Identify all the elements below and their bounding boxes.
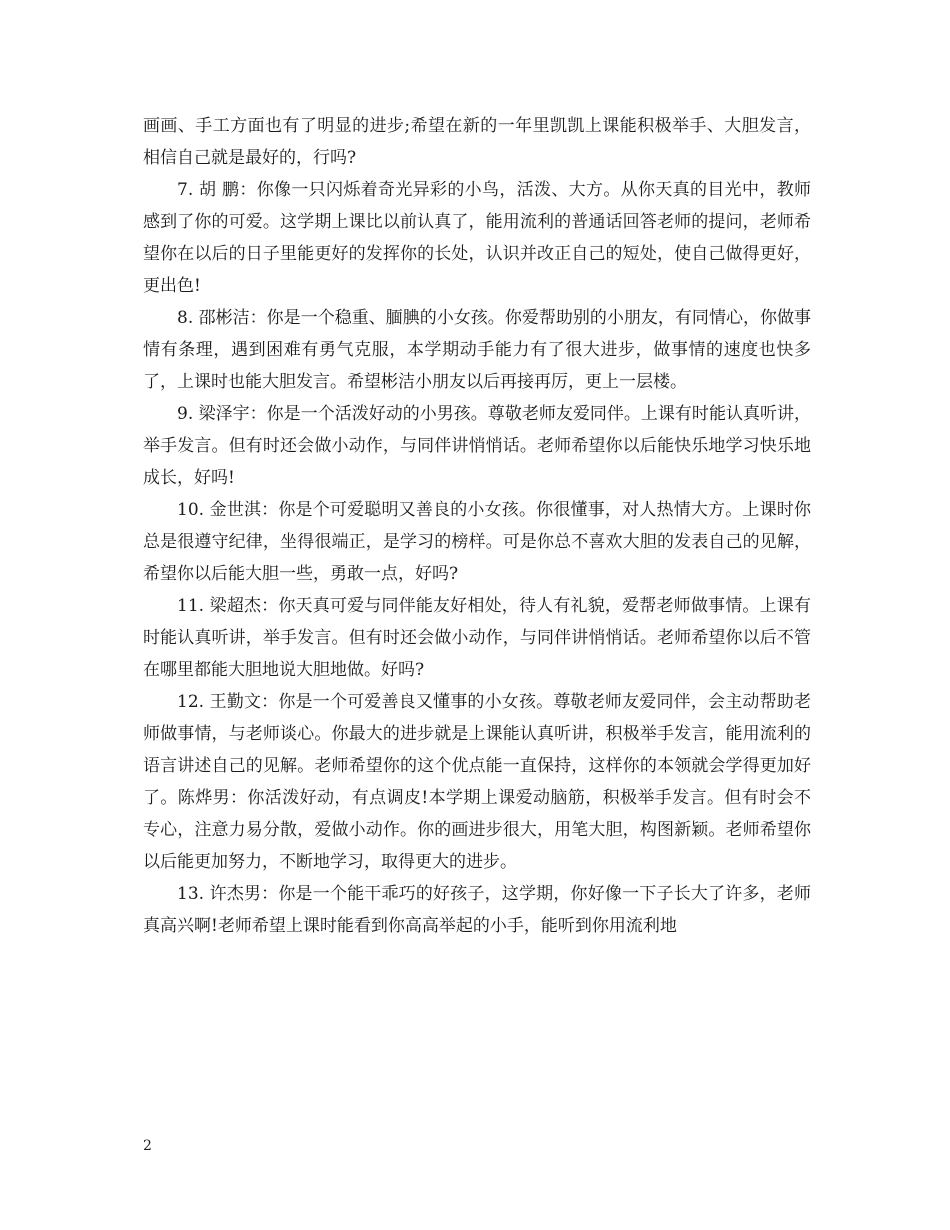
- paragraph-item-8: 8. 邵彬洁：你是一个稳重、腼腆的小女孩。你爱帮助别的小朋友，有同情心，你做事情有条理，遇到困难有勇气克服，本学期动手能力有了很大进步，做事情的速度也快多了，上课时也能大胆发言。希望彬洁小朋友以后再接再厉，更上一层楼。: [143, 308, 811, 392]
- page-number: 2: [143, 1138, 152, 1154]
- paragraph-item-12: 12. 王勤文：你是一个可爱善良又懂事的小女孩。尊敬老师友爱同伴，会主动帮助老师做事情，与老师谈心。你最大的进步就是上课能认真听讲，积极举手发言，能用流利的语言讲述自己的见解。老师希望你的这个优点能一直保持，这样你的本领就会学得更加好了。陈烨男：你活泼好动，有点调皮!本学期上课爱动脑筋，积极举手发言。但有时会不专心，注意力易分散，爱做小动作。你的画进步很大，用笔大胆，构图新颖。老师希望你以后能更加努力，不断地学习，取得更大的进步。: [143, 692, 811, 872]
- paragraph-item-11: 11. 梁超杰：你天真可爱与同伴能友好相处，待人有礼貌，爱帮老师做事情。上课有时能认真听讲，举手发言。但有时还会做小动作，与同伴讲悄悄话。老师希望你以后不管在哪里都能大胆地说大胆地做。好吗?: [143, 596, 811, 680]
- paragraph-continuation: 画画、手工方面也有了明显的进步;希望在新的一年里凯凯上课能积极举手、大胆发言，相信自己就是最好的，行吗?: [143, 116, 811, 168]
- document-page: [143, 110, 811, 942]
- paragraph-item-9: 9. 梁泽宇：你是一个活泼好动的小男孩。尊敬老师友爱同伴。上课有时能认真听讲，举手发言。但有时还会做小动作，与同伴讲悄悄话。老师希望你以后能快乐地学习快乐地成长，好吗!: [143, 404, 811, 488]
- paragraph-item-13: 13. 许杰男：你是一个能干乖巧的好孩子，这学期，你好像一下子长大了许多，老师真高兴啊!老师希望上课时能看到你高高举起的小手，能听到你用流利地: [143, 884, 811, 936]
- paragraph-item-10: 10. 金世淇：你是个可爱聪明又善良的小女孩。你很懂事，对人热情大方。上课时你总是很遵守纪律，坐得很端正，是学习的榜样。可是你总不喜欢大胆的发表自己的见解，希望你以后能大胆一些，勇敢一点，好吗?: [143, 500, 811, 584]
- paragraph-item-7: 7. 胡 鹏：你像一只闪烁着奇光异彩的小鸟，活泼、大方。从你天真的目光中，教师感到了你的可爱。这学期上课比以前认真了，能用流利的普通话回答老师的提问，老师希望你在以后的日子里能更好的发挥你的长处，认识并改正自己的短处，使自己做得更好，更出色!: [143, 180, 811, 296]
